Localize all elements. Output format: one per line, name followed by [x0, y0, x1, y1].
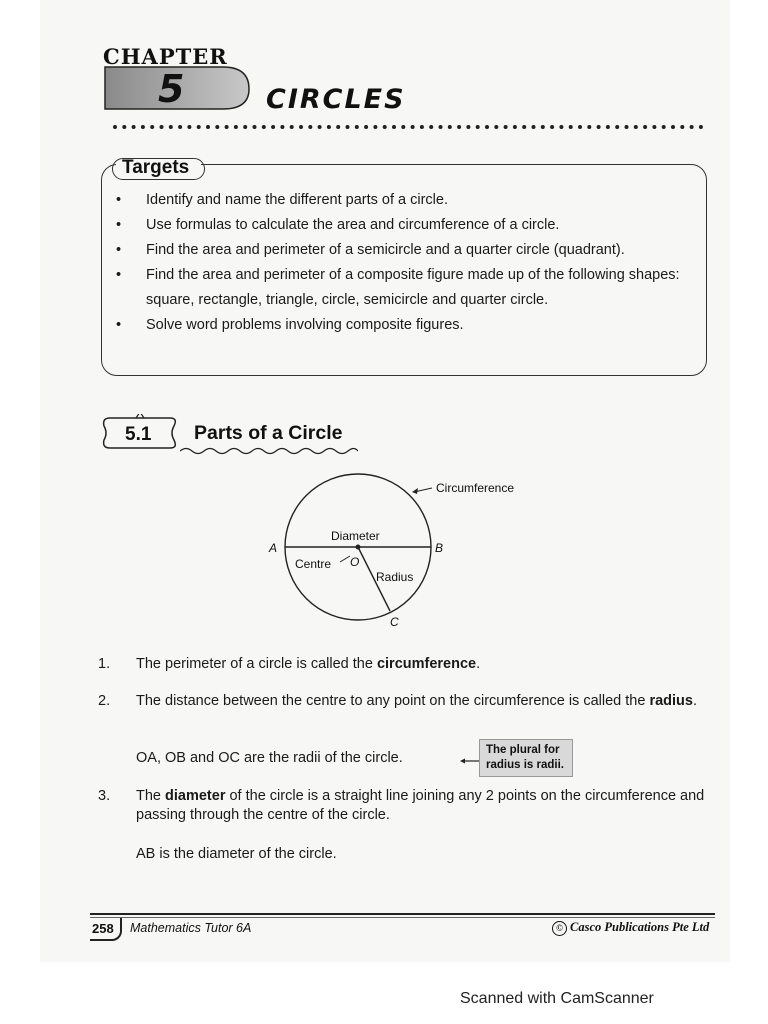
divider-dot [606, 125, 610, 129]
publisher-name: Casco Publications Pte Ltd [570, 920, 710, 934]
section-title: Parts of a Circle [194, 422, 343, 444]
point-number: 1. [98, 656, 111, 672]
divider-dot [476, 125, 480, 129]
divider-dot [206, 125, 210, 129]
target-item: • Use formulas to calculate the area and circumference of a circle. [114, 213, 694, 238]
target-item: • Solve word problems involving composite figures. [114, 313, 694, 338]
divider-dot [662, 125, 666, 129]
divider-dot [448, 125, 452, 129]
divider-dot [169, 125, 173, 129]
divider-dot [504, 125, 508, 129]
b-label: B [435, 541, 444, 555]
divider-dot [308, 125, 312, 129]
divider-dot [262, 125, 266, 129]
centre-point [356, 545, 361, 550]
page-number: 258 [90, 918, 122, 941]
divider-dot [615, 125, 619, 129]
point-text: The distance between the centre to any point on the circumference is called the radius. [136, 693, 697, 709]
divider-dot [225, 125, 229, 129]
section-number: 5.1 [125, 424, 152, 445]
divider-dot [690, 125, 694, 129]
point-number: 2. [98, 693, 111, 709]
centre-label: Centre [295, 557, 332, 571]
divider-dot [485, 125, 489, 129]
chapter-number: 5 [158, 67, 185, 111]
point-text: The diameter of the circle is a straight line joining any 2 points on the circumference and passing through the centre of the circle. [136, 788, 705, 823]
book-title: Mathematics Tutor 6A [130, 921, 252, 935]
divider-dot [466, 125, 470, 129]
point-number: 3. [98, 788, 111, 804]
arrow-left-icon [460, 758, 480, 764]
c-label: C [390, 615, 399, 629]
target-item: • Identify and name the different parts of a circle. [114, 188, 694, 213]
divider-dot [383, 125, 387, 129]
footer-rule-thin [90, 917, 715, 918]
divider-dot [532, 125, 536, 129]
divider-dot [457, 125, 461, 129]
divider-dot [355, 125, 359, 129]
divider-dot [178, 125, 182, 129]
divider-dot [439, 125, 443, 129]
a-label: A [269, 541, 278, 555]
divider-dot [290, 125, 294, 129]
chapter-label: CHAPTER [103, 44, 228, 69]
divider-dot [652, 125, 656, 129]
example-text: OA, OB and OC are the radii of the circle. [136, 750, 403, 766]
target-item: • Find the area and perimeter of a composite figure made up of the following shapes: square, rectangle, triangle, circle, semicircle and quarter circle. [114, 263, 694, 313]
divider-dot [429, 125, 433, 129]
scanner-watermark: Scanned with CamScanner [460, 990, 654, 1007]
divider-dot [113, 125, 117, 129]
divider-dot [132, 125, 136, 129]
radius-label: Radius [376, 570, 414, 584]
divider-dot [122, 125, 126, 129]
plural-note: The plural for radius is radii. [479, 739, 573, 777]
divider-dot [634, 125, 638, 129]
divider-dot [318, 125, 322, 129]
divider-dot [411, 125, 415, 129]
footer-rule [90, 913, 715, 915]
divider-dot [625, 125, 629, 129]
divider-dot [187, 125, 191, 129]
divider-dot [243, 125, 247, 129]
divider-dot [253, 125, 257, 129]
divider-dot [215, 125, 219, 129]
o-label: O [350, 555, 360, 569]
chapter-title: CIRCLES [266, 84, 406, 115]
divider-dot [401, 125, 405, 129]
divider-dot [569, 125, 573, 129]
divider-dot [541, 125, 545, 129]
divider-dot [578, 125, 582, 129]
divider-dot [680, 125, 684, 129]
divider-dot [346, 125, 350, 129]
divider-dot [197, 125, 201, 129]
targets-heading: Targets [116, 156, 201, 180]
publisher [552, 920, 709, 936]
circle-diagram [262, 470, 562, 640]
divider-dot [550, 125, 554, 129]
divider-dot [559, 125, 563, 129]
circumference-label: Circumference [436, 481, 515, 495]
point-text: The perimeter of a circle is called the circumference. [136, 656, 481, 672]
divider-dot [271, 125, 275, 129]
divider-dot [141, 125, 145, 129]
divider-dot [327, 125, 331, 129]
divider-dot [150, 125, 154, 129]
divider-dot [699, 125, 703, 129]
divider-dot [299, 125, 303, 129]
dotted-divider [112, 123, 708, 131]
diameter-label: Diameter [331, 529, 380, 543]
centre-pointer [340, 556, 350, 562]
divider-dot [522, 125, 526, 129]
divider-dot [280, 125, 284, 129]
divider-dot [494, 125, 498, 129]
divider-dot [587, 125, 591, 129]
divider-dot [597, 125, 601, 129]
divider-dot [364, 125, 368, 129]
divider-dot [671, 125, 675, 129]
divider-dot [234, 125, 238, 129]
divider-dot [373, 125, 377, 129]
example-text: AB is the diameter of the circle. [136, 846, 337, 862]
target-item: • Find the area and perimeter of a semicircle and a quarter circle (quadrant). [114, 238, 694, 263]
divider-dot [643, 125, 647, 129]
divider-dot [392, 125, 396, 129]
divider-dot [420, 125, 424, 129]
divider-dot [160, 125, 164, 129]
divider-dot [336, 125, 340, 129]
section-underline [180, 446, 358, 456]
arrow-head [412, 488, 418, 494]
targets-list [114, 188, 694, 338]
copyright-icon: © [552, 921, 567, 936]
divider-dot [513, 125, 517, 129]
